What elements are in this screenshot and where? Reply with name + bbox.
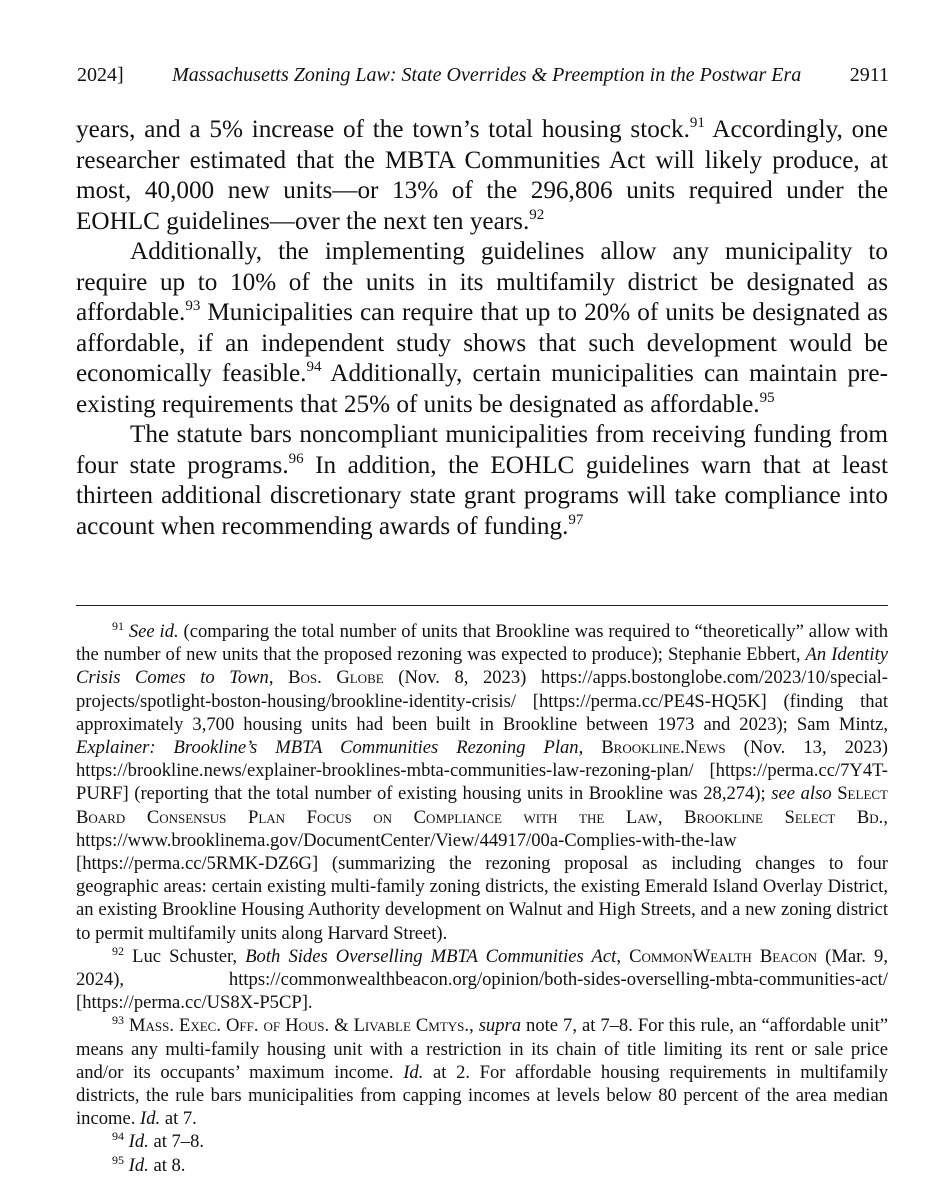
footnote-91: [76, 620, 888, 945]
footnote-95: [76, 1154, 888, 1177]
fn91-text: ,: [268, 667, 289, 689]
fn91-article-title: An Identity Crisis Comes to Town: [76, 644, 888, 689]
fn91-publication: Brookline.News: [601, 737, 726, 759]
paragraph-1-text-a: years, and a 5% increase of the town’s total housing stock.: [76, 116, 690, 143]
footnote-number: 91: [112, 619, 124, 633]
header-volume-year: 2024]: [77, 64, 124, 86]
fn91-text: (comparing the total number of units that Brookline was required to “theoretically” allow with the number of new units that the proposed rezoning was expected to produce); Stephanie Ebbert,: [76, 621, 888, 666]
fn91-text: (Nov. 8, 2023) https://apps.bostonglobe.com/2023/10/special-projects/spotlight-boston-housing/brookline-identity-crisis/ [https://perma.cc/PE4S-HQ5K] (finding that approximately 3,700 housing units had been built in Brookline between 1973 and 2023); Sam Mintz,: [76, 667, 888, 735]
fn93-text: at 2. For affordable housing requirements in multifamily districts, the rule bars municipalities from capping incomes at levels below 80 percent of the area median income.: [76, 1061, 888, 1130]
fn92-text: ,: [616, 945, 630, 967]
paragraph-1-text-b: Accordingly, one researcher estimated that the MBTA Communities Act will likely produce, at most, 40,000 new units—or 13% of the 296,806 units required under the EOHLC guidelines—over the next ten years.: [76, 116, 888, 235]
header-page-number: 2911: [849, 64, 889, 86]
fn93-signal: Id.: [140, 1108, 161, 1130]
main-text: [76, 115, 888, 542]
fn91-text: , https://www.brooklinema.gov/DocumentCenter/View/44917/00a-Complies-with-the-law [https://perma.cc/5RMK-DZ6G] (summarizing the rezoning proposal as including changes to four geographic areas: certain existing multi-family zoning districts, the existing Emerald Island Overlay District, an existing Brookline Housing Authority development on Walnut and High Streets, and a new zoning district to permit multifamily units along Harvard Street).: [76, 806, 888, 944]
footnote-ref-93[interactable]: 93: [185, 298, 201, 314]
fn93-signal: Id.: [403, 1061, 424, 1083]
footnote-93: [76, 1014, 888, 1130]
fn91-document-title: Select Board Consensus Plan Focus on Compliance with the Law: [76, 783, 888, 828]
fn93-text: ,: [469, 1015, 479, 1037]
paragraph-2: [76, 237, 888, 420]
footnote-number: 93: [112, 1013, 124, 1028]
fn91-author: Brookline Select Bd.: [684, 806, 884, 828]
footnote-ref-96[interactable]: 96: [288, 450, 304, 467]
fn94-signal: Id.: [128, 1131, 149, 1153]
fn95-text: at 8.: [148, 1154, 186, 1176]
paragraph-3-text-b: In addition, the EOHLC guidelines warn that at least thirteen additional discretionary state grant programs will take compliance into account when recommending awards of funding.: [76, 451, 889, 540]
paragraph-3-text-a: The statute bars noncompliant municipalities from receiving funding from four state programs.: [76, 421, 888, 479]
fn93-text: note 7, at 7–8. For this rule, an “affordable unit” means any multi-family housing unit with a restriction in its chain of title limiting its rent or sale price and/or its occupants’ maximum income.: [76, 1015, 889, 1083]
fn94-text: at 7–8.: [148, 1131, 205, 1153]
paragraph-2-text-b: Municipalities can require that up to 20% of units be designated as affordable, if an independent study shows that such development would be economically feasible.: [76, 299, 888, 387]
fn91-signal: see also: [771, 783, 832, 805]
fn92-article-title: Both Sides Overselling MBTA Communities Act: [245, 945, 617, 967]
running-header: [77, 63, 889, 87]
paragraph-1: [76, 115, 888, 237]
fn93-signal: supra: [478, 1015, 522, 1037]
footnote-number: 95: [112, 1152, 124, 1167]
footnote-92: [76, 945, 888, 1015]
footnote-ref-94[interactable]: 94: [306, 359, 322, 375]
footnote-number: 94: [112, 1129, 124, 1144]
footnote-ref-92[interactable]: 92: [529, 206, 545, 223]
fn95-signal: Id.: [128, 1154, 149, 1176]
fn91-text: ,: [657, 806, 685, 828]
paragraph-2-text-a: Additionally, the implementing guidelines allow any municipality to require up to 10% of the units in its multifamily district be designated as affordable.: [76, 238, 888, 326]
footnotes: [76, 620, 888, 1177]
fn91-article-title: Explainer: Brookline’s MBTA Communities Rezoning Plan: [76, 737, 579, 759]
footnote-94: [76, 1130, 888, 1153]
footnote-ref-95[interactable]: 95: [759, 389, 775, 406]
fn92-text: (Mar. 9, 2024), https://commonwealthbeacon.org/opinion/both-sides-overselling-mbta-communities-act/ [https://perma.cc/US8X-P5CP].: [76, 945, 888, 1014]
paragraph-2-text-c: Additionally, certain municipalities can maintain pre-existing requirements that 25% of units be designated as affordable.: [76, 360, 889, 418]
fn91-signal: See id.: [128, 621, 179, 642]
fn92-publication: CommonWealth Beacon: [629, 945, 818, 967]
fn93-text: at 7.: [160, 1108, 197, 1130]
fn91-publication: Bos. Globe: [288, 667, 384, 689]
fn91-text: ,: [578, 737, 602, 759]
footnote-ref-91[interactable]: 91: [689, 115, 705, 131]
footnote-ref-97[interactable]: 97: [568, 511, 584, 528]
header-running-title: Massachusetts Zoning Law: State Overrides & Preemption in the Postwar Era: [172, 64, 802, 86]
fn93-author: Mass. Exec. Off. of Hous. & Livable Cmtys.: [128, 1015, 470, 1037]
footnote-divider: [76, 605, 888, 606]
fn91-text: (Nov. 13, 2023) https://brookline.news/explainer-brooklines-mbta-communities-law-rezoning-plan/ [https://perma.cc/7Y4T-PURF] (reporting that the total number of existing housing units in Brookline was 28,274);: [76, 737, 888, 805]
footnote-number: 92: [112, 943, 124, 958]
fn92-text: Luc Schuster,: [124, 945, 246, 967]
paragraph-3: [76, 420, 888, 542]
